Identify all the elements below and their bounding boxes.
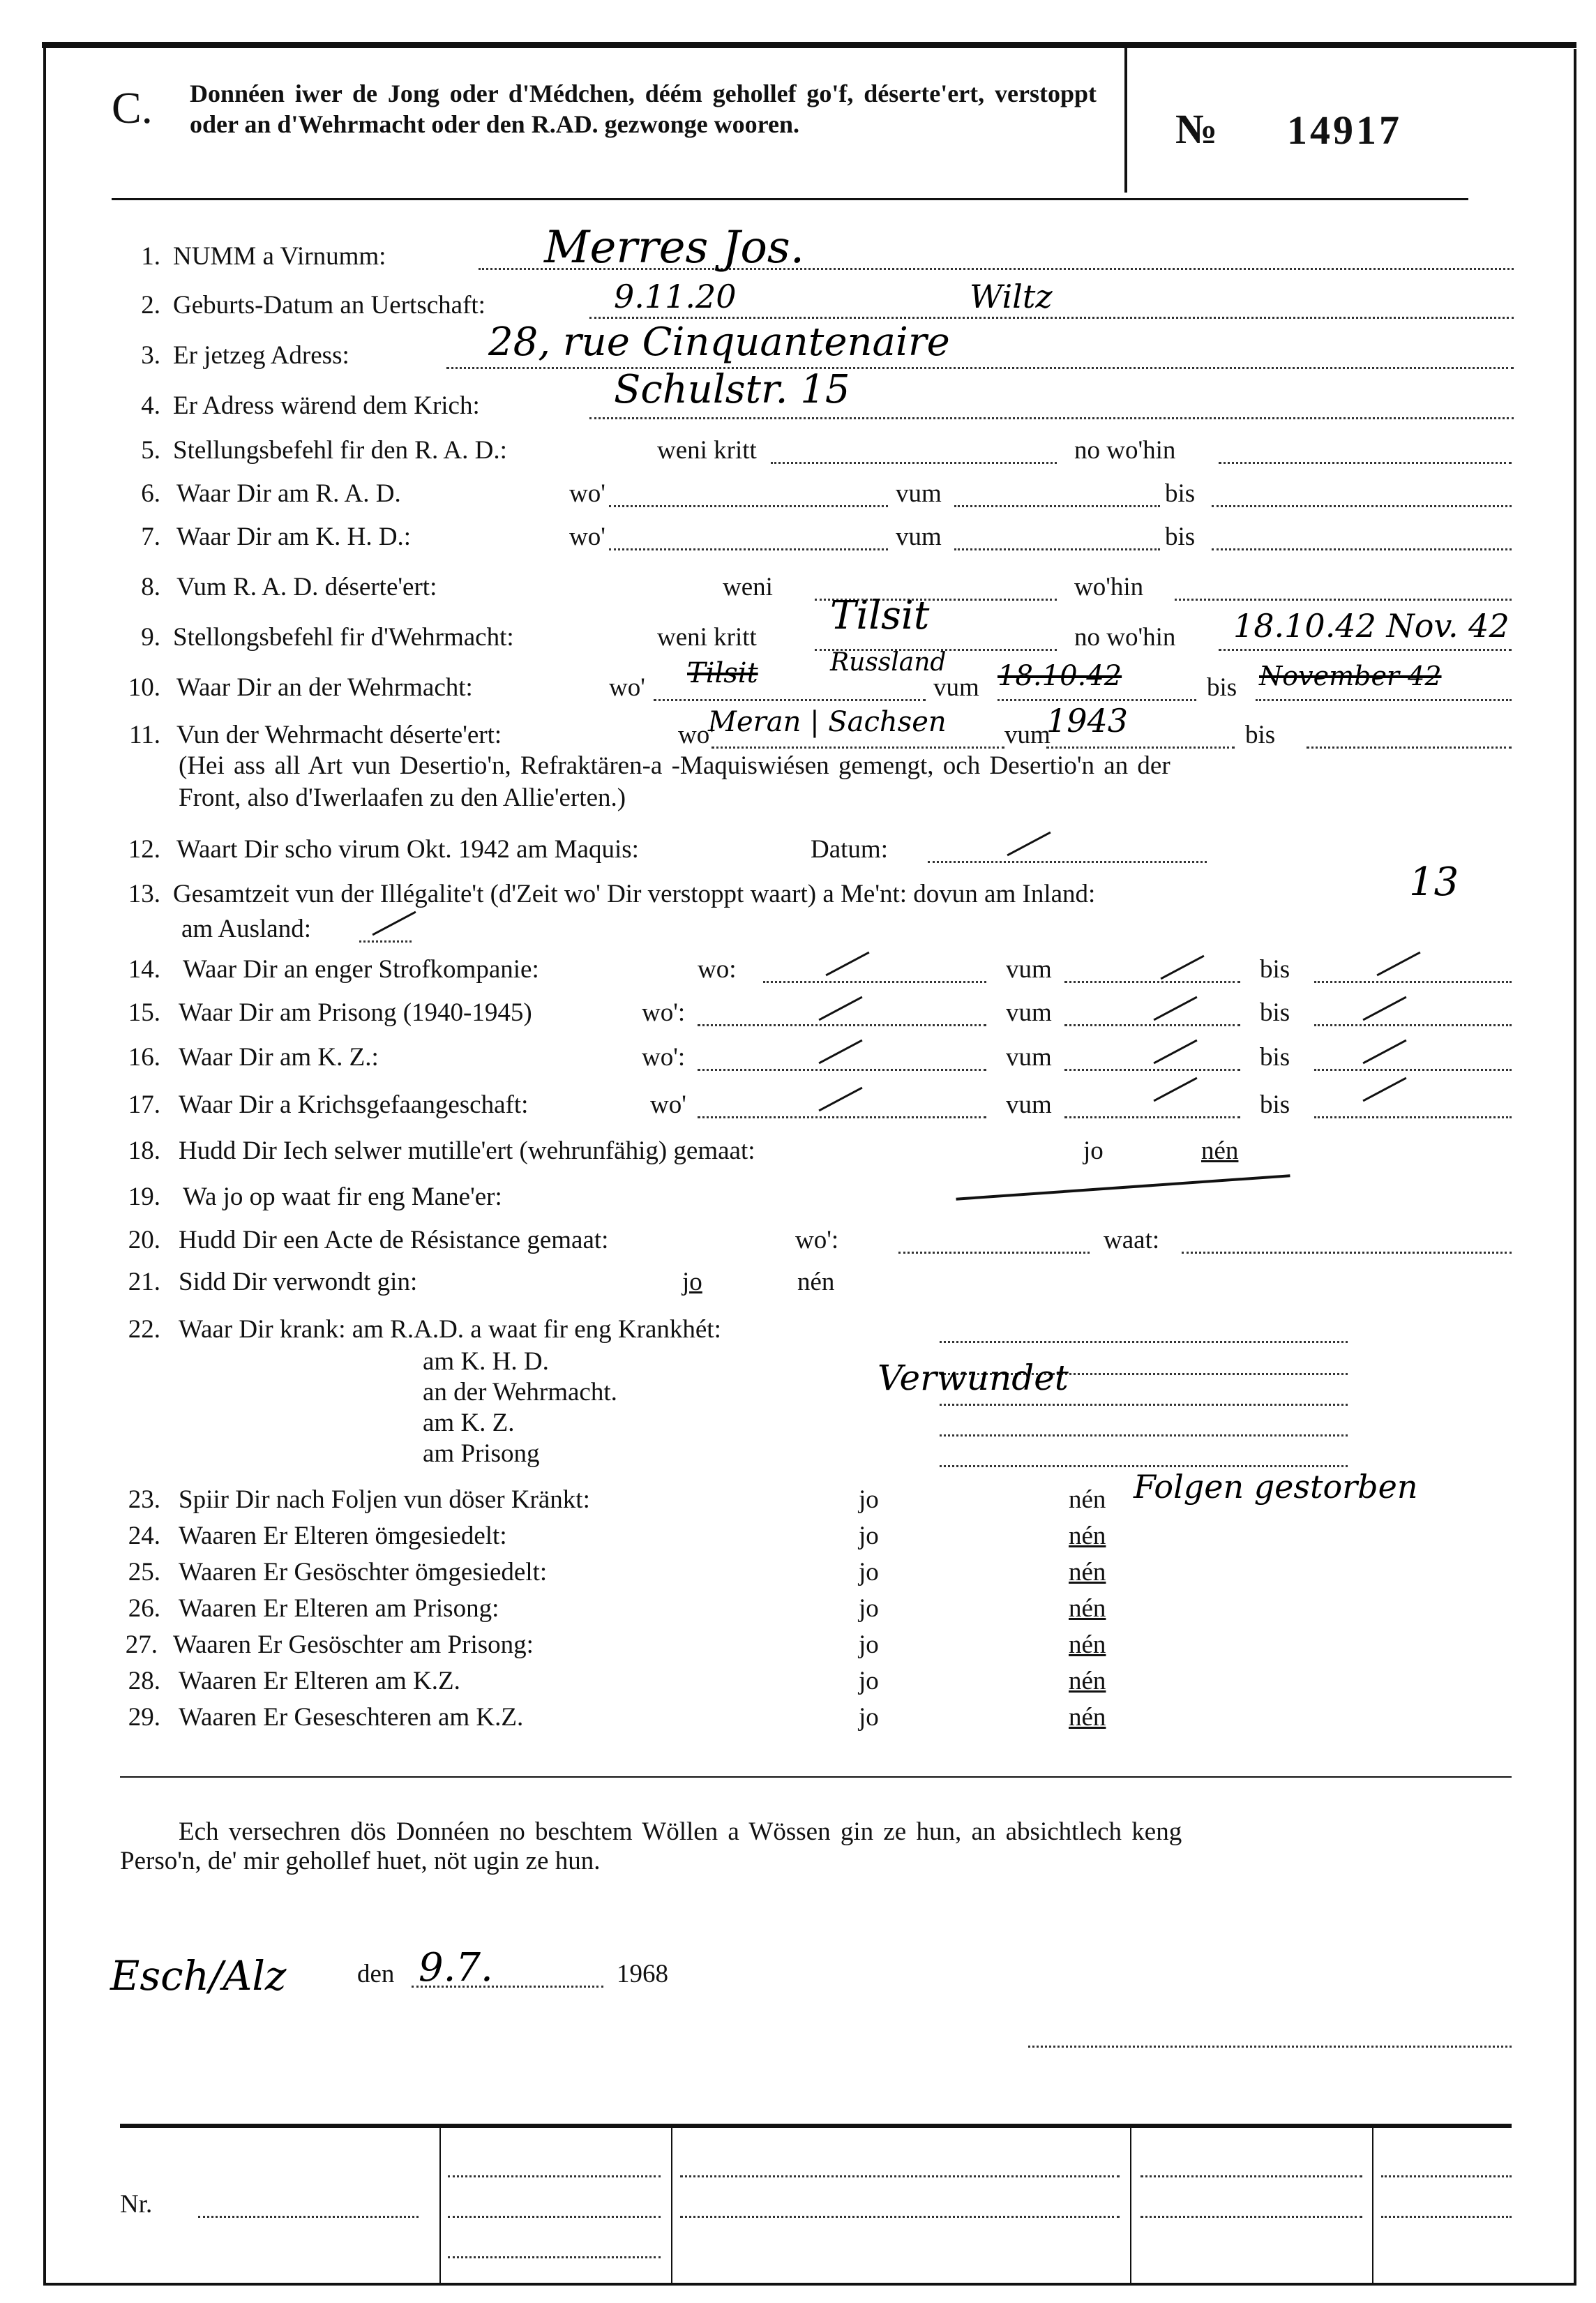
option-yes[interactable]: jo: [859, 1485, 879, 1514]
row-number: 5.: [141, 436, 160, 465]
hw-tilsit: Tilsit: [830, 593, 930, 638]
option-yes[interactable]: jo: [1083, 1137, 1104, 1165]
label-parents-prison: Waaren Er Elteren am Prisong:: [179, 1594, 499, 1623]
option-no-selected[interactable]: nén: [1069, 1630, 1106, 1659]
until-field[interactable]: [1314, 954, 1512, 983]
hw-name: Merres Jos.: [544, 222, 805, 273]
hw-address: 28, rue Cinquantenaire: [488, 320, 950, 365]
header-divider-vertical: [1124, 47, 1127, 193]
label-illegality: Gesamtzeit vun der Illégalite't (d'Zeit wo' Dir verstoppt waart) a Me'nt: dovun am Inland:: [173, 880, 1096, 908]
rad-where-field[interactable]: [609, 479, 888, 507]
year: 1968: [617, 1960, 668, 1988]
option-yes[interactable]: jo: [859, 1667, 879, 1695]
label-until: bis: [1260, 1090, 1290, 1119]
label-manner: Wa jo op waat fir eng Mane'er:: [183, 1183, 502, 1211]
where-field[interactable]: [763, 954, 986, 983]
label-wehrmacht: Waar Dir an der Wehrmacht:: [176, 673, 473, 702]
option-yes[interactable]: jo: [859, 1630, 879, 1659]
label-until: bis: [1260, 955, 1290, 984]
footer-field[interactable]: [1140, 2149, 1362, 2177]
hw-order-date: 18.10.42 Nov. 42: [1233, 607, 1510, 645]
label-pow: Waar Dir a Krichsgefaangeschaft:: [179, 1090, 529, 1119]
option-no[interactable]: nén: [797, 1268, 835, 1296]
option-no-selected[interactable]: nén: [1069, 1594, 1106, 1623]
sick-rad-field[interactable]: [940, 1314, 1348, 1343]
footer-divider: [120, 2124, 1512, 2128]
frame-bottom: [43, 2283, 1576, 2286]
row-number: 18.: [128, 1137, 160, 1165]
label-where: wo':: [795, 1226, 839, 1254]
label-from: vum: [896, 523, 942, 551]
hw-war-address: Schulstr. 15: [614, 367, 850, 412]
row-number: 16.: [128, 1043, 160, 1072]
footer-field[interactable]: [448, 2149, 661, 2177]
row-number: 23.: [128, 1485, 160, 1514]
label-until: bis: [1165, 523, 1196, 551]
option-yes[interactable]: jo: [859, 1558, 879, 1586]
label-penal-company: Waar Dir an enger Strofkompanie:: [183, 955, 539, 984]
label-parents-resettled: Waaren Er Elteren ömgesiedelt:: [179, 1522, 507, 1550]
label-rad-order: Stellungsbefehl fir den R. A. D.:: [173, 436, 507, 465]
option-yes[interactable]: jo: [859, 1594, 879, 1623]
label-where: wo': [569, 523, 605, 551]
row-number: 28.: [128, 1667, 160, 1695]
footer-cell-border: [1130, 2126, 1131, 2284]
header-divider: [112, 198, 1468, 200]
label-sick-prison: am Prisong: [423, 1439, 540, 1468]
option-no-selected[interactable]: nén: [1069, 1522, 1106, 1550]
from-field[interactable]: [1064, 1042, 1240, 1071]
declaration-text: Ech versechren dös Donnéen no beschtem Wöllen a Wössen gin ze hun, an absichtlech keng: [179, 1817, 1182, 1846]
hw-birth-place: Wiltz: [970, 278, 1053, 315]
hw-from-date: 18.10.42: [998, 660, 1122, 692]
row-number: 11.: [129, 721, 160, 749]
label-where: wo':: [642, 998, 686, 1027]
label-birth: Geburts-Datum an Uertschaft:: [173, 291, 485, 320]
rad-when-field[interactable]: [771, 435, 1057, 464]
row-number: 1.: [141, 242, 160, 271]
khd-until-field[interactable]: [1212, 522, 1512, 550]
hw-strike-line: [956, 1174, 1290, 1200]
hw-wounded: Verwundet: [878, 1358, 1069, 1398]
row-number: 10.: [128, 673, 160, 702]
label-self-mutilation: Hudd Dir Iech selwer mutille'ert (wehrunfähig) gemaat:: [179, 1137, 755, 1165]
signature-field[interactable]: [1028, 2019, 1512, 2048]
label-from: vum: [1006, 1043, 1052, 1072]
label-den: den: [357, 1960, 395, 1988]
row-number: 7.: [141, 523, 160, 551]
footer-field[interactable]: [680, 2149, 1120, 2177]
option-yes[interactable]: jo: [859, 1522, 879, 1550]
option-no[interactable]: nén: [1069, 1485, 1106, 1514]
row-number: 8.: [141, 573, 160, 601]
label-until: bis: [1260, 1043, 1290, 1072]
option-no-selected[interactable]: nén: [1069, 1558, 1106, 1586]
where-field[interactable]: [698, 1042, 986, 1071]
label-siblings-prison: Waaren Er Gesöschter am Prisong:: [173, 1630, 534, 1659]
where-field[interactable]: [698, 1090, 986, 1118]
row-number: 22.: [128, 1315, 160, 1344]
rad-until-field[interactable]: [1212, 479, 1512, 507]
row-number: 13.: [128, 880, 160, 908]
label-parents-kz: Waaren Er Elteren am K.Z.: [179, 1667, 460, 1695]
desertion-note: Front, also d'Iwerlaafen zu den Allie'erten.): [179, 783, 626, 812]
label-from: vum: [1004, 721, 1051, 749]
khd-where-field[interactable]: [609, 522, 888, 550]
label-sick-wehrmacht: an der Wehrmacht.: [423, 1378, 617, 1406]
hw-struck-tilsit: Tilsit: [687, 657, 758, 689]
footer-cell-border: [439, 2126, 441, 2284]
label-where: no wo'hin: [1074, 623, 1176, 652]
label-siblings-kz: Waaren Er Geseschteren am K.Z.: [179, 1703, 524, 1732]
label-abroad: am Ausland:: [181, 915, 312, 943]
khd-from-field[interactable]: [954, 522, 1160, 550]
section-letter: C.: [112, 83, 153, 133]
hw-birth-date: 9.11.20: [614, 278, 737, 315]
from-field[interactable]: [1064, 998, 1240, 1026]
label-where: wo'hin: [1074, 573, 1144, 601]
hw-until-date: November 42: [1259, 661, 1442, 691]
hw-desertion-place: Meran | Sachsen: [708, 706, 947, 738]
hw-inland-months: 13: [1409, 860, 1459, 905]
label-khd: Waar Dir am K. H. D.:: [176, 523, 412, 551]
label-when: weni kritt: [657, 623, 757, 652]
label-from: vum: [1006, 998, 1052, 1027]
label-when: weni: [723, 573, 773, 601]
label-where: wo:: [698, 955, 737, 984]
nr-field[interactable]: [198, 2189, 419, 2218]
label-from: vum: [896, 479, 942, 508]
sick-kz-field[interactable]: [940, 1408, 1348, 1436]
desertion-note: (Hei ass all Art vun Desertio'n, Refraktären-a -Maquiswiésen gemengt, och Desertio'n an der: [179, 751, 1170, 780]
label-where: wo': [678, 721, 714, 749]
row-number: 19.: [128, 1183, 160, 1211]
where-field[interactable]: [698, 998, 986, 1026]
rad-where-field[interactable]: [1219, 435, 1512, 464]
label-what: waat:: [1104, 1226, 1160, 1254]
row-number: 2.: [141, 291, 160, 320]
declaration-text: Perso'n, de' mir gehollef huet, nöt ugin ze hun.: [120, 1847, 601, 1875]
label-from: vum: [1006, 1090, 1052, 1119]
hw-russland: Russland: [830, 648, 947, 677]
label-maquis: Waart Dir scho virum Okt. 1942 am Maquis:: [176, 835, 639, 864]
row-number: 6.: [141, 479, 160, 508]
label-until: bis: [1245, 721, 1276, 749]
label-until: bis: [1207, 673, 1237, 702]
footer-field[interactable]: [1381, 2189, 1512, 2218]
form-number: 14917: [1287, 107, 1402, 153]
option-no-selected[interactable]: nén: [1069, 1667, 1106, 1695]
hw-consequences: Folgen gestorben: [1134, 1468, 1418, 1506]
from-field[interactable]: [1064, 1090, 1240, 1118]
row-number: 15.: [128, 998, 160, 1027]
label-where: wo': [650, 1090, 686, 1119]
hw-date: 9.7.: [419, 1945, 493, 1990]
label-sick: Waar Dir krank: am R.A.D. a waat fir eng Krankhét:: [179, 1315, 721, 1344]
row-number: 21.: [128, 1268, 160, 1296]
frame-left: [43, 45, 46, 2284]
until-field[interactable]: [1314, 1090, 1512, 1118]
label-where: wo': [609, 673, 645, 702]
footer-field[interactable]: [680, 2189, 1120, 2218]
label-sick-kz: am K. Z.: [423, 1409, 515, 1437]
label-from: vum: [1006, 955, 1052, 984]
until-field[interactable]: [1314, 998, 1512, 1026]
section-divider: [120, 1776, 1512, 1778]
label-resistance: Hudd Dir een Acte de Résistance gemaat:: [179, 1226, 609, 1254]
frame-right: [1574, 49, 1576, 2285]
label-consequences: Spiir Dir nach Foljen vun döser Kränkt:: [179, 1485, 590, 1514]
row-number: 20.: [128, 1226, 160, 1254]
until-field[interactable]: [1314, 1042, 1512, 1071]
resistance-where-field[interactable]: [898, 1225, 1090, 1254]
option-no-selected[interactable]: nén: [1069, 1703, 1106, 1732]
row-number: 14.: [128, 955, 160, 984]
frame-top: [42, 42, 1576, 48]
row-number: 26.: [128, 1594, 160, 1623]
footer-cell-border: [671, 2126, 672, 2284]
row-number: 29.: [128, 1703, 160, 1732]
label-until: bis: [1260, 998, 1290, 1027]
row-number: 17.: [128, 1090, 160, 1119]
label-wounded: Sidd Dir verwondt gin:: [179, 1268, 418, 1296]
from-field[interactable]: [1064, 954, 1240, 983]
footer-field[interactable]: [448, 2230, 661, 2258]
label-date: Datum:: [811, 835, 888, 864]
row-number: 24.: [128, 1522, 160, 1550]
label-wehrmacht-order: Stellongsbefehl fir d'Wehrmacht:: [173, 623, 514, 652]
number-sign: №: [1175, 106, 1218, 152]
hw-desertion-year: 1943: [1046, 702, 1129, 740]
label-from: vum: [933, 673, 979, 702]
row-number: 9.: [141, 623, 160, 652]
hw-place: Esch/Alz: [110, 1952, 287, 2000]
label-rad-desert: Vum R. A. D. déserte'ert:: [176, 573, 437, 601]
maquis-date-field[interactable]: [928, 834, 1207, 863]
label-when: weni kritt: [657, 436, 757, 465]
footer-field[interactable]: [448, 2189, 661, 2218]
label-nr: Nr.: [120, 2190, 153, 2219]
label-address: Er jetzeg Adress:: [173, 341, 349, 370]
option-yes[interactable]: jo: [859, 1703, 879, 1732]
footer-cell-border: [1372, 2126, 1373, 2284]
row-number: 3.: [141, 341, 160, 370]
label-where: wo': [569, 479, 605, 508]
label-where: no wo'hin: [1074, 436, 1176, 465]
label-war-address: Er Adress wärend dem Krich:: [173, 391, 480, 420]
label-prison: Waar Dir am Prisong (1940-1945): [179, 998, 532, 1027]
row-number: 12.: [128, 835, 160, 864]
rad-from-field[interactable]: [954, 479, 1160, 507]
label-where: wo':: [642, 1043, 686, 1072]
row-number: 27.: [125, 1630, 158, 1659]
label-kz: Waar Dir am K. Z.:: [179, 1043, 379, 1072]
option-no-selected[interactable]: nén: [1201, 1137, 1239, 1165]
row-number: 25.: [128, 1558, 160, 1586]
footer-field[interactable]: [1381, 2149, 1512, 2177]
label-name: NUMM a Virnumm:: [173, 242, 386, 271]
footer-field[interactable]: [1140, 2189, 1362, 2218]
row-number: 4.: [141, 391, 160, 420]
resistance-what-field[interactable]: [1182, 1225, 1512, 1254]
label-until: bis: [1165, 479, 1196, 508]
sick-prison-field[interactable]: [940, 1439, 1348, 1467]
label-desertion: Vun der Wehrmacht déserte'ert:: [176, 721, 502, 749]
desertion-until-field[interactable]: [1307, 720, 1512, 749]
header-title: Donnéen iwer de Jong oder d'Médchen, déém gehollef go'f, déserte'ert, verstoppt oder an d'Wehrmacht oder den R.AD. gezwonge wooren.: [190, 80, 1097, 138]
label-rad: Waar Dir am R. A. D.: [176, 479, 401, 508]
rad-desert-where-field[interactable]: [1175, 572, 1512, 601]
label-sick-khd: am K. H. D.: [423, 1347, 549, 1376]
label-siblings-resettled: Waaren Er Gesöschter ömgesiedelt:: [179, 1558, 548, 1586]
option-yes-selected[interactable]: jo: [682, 1268, 702, 1296]
